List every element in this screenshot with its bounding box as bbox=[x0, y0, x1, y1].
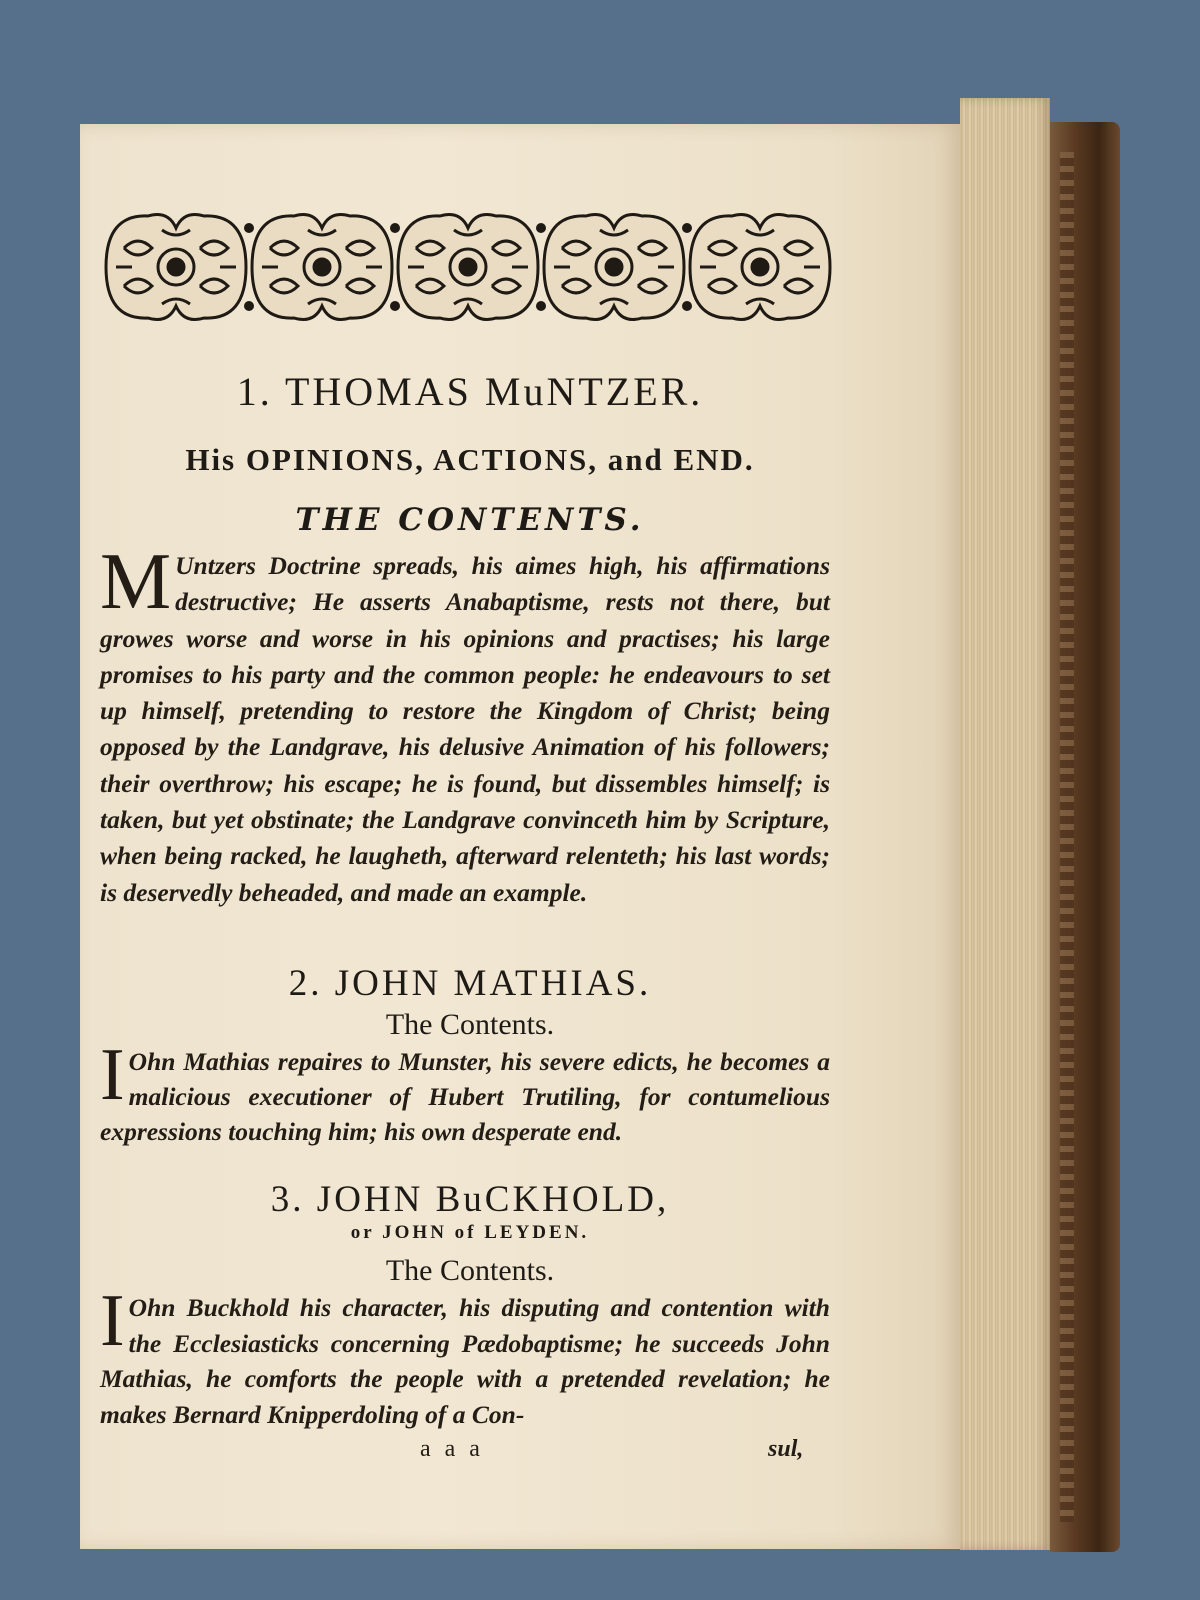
page-edges bbox=[960, 98, 1050, 1550]
section-1-heading: 1. THOMAS MuNTZER. bbox=[236, 369, 704, 414]
catchword: sul, bbox=[768, 1436, 804, 1462]
section-2-body: Ohn Mathias repaires to Munster, his severe edicts, he becomes a malicious executioner of Hubert Trutiling, for contumelious expressions touching him; his own desperate end. bbox=[100, 1047, 830, 1146]
section-3-contents-text bbox=[100, 1280, 830, 1432]
section-2-contents-title: The Contents. bbox=[385, 1008, 555, 1041]
section-3-subheading: or JOHN of LEYDEN. bbox=[350, 1222, 590, 1243]
section-1-contents-title: THE CONTENTS. bbox=[295, 502, 645, 538]
drop-cap: M bbox=[100, 538, 172, 626]
drop-cap: I bbox=[100, 1034, 125, 1116]
section-2-contents-text bbox=[100, 1034, 830, 1149]
drop-cap: I bbox=[100, 1280, 125, 1362]
section-2-heading: 2. JOHN MATHIAS. bbox=[288, 963, 652, 1004]
signature-mark: a a a bbox=[420, 1436, 484, 1462]
section-3-body: Ohn Buckhold his character, his disputing and contention with the Ecclesiasticks concerning Pædobaptisme; he succeeds John Mathias, he comforts the people with a pretended revelation; he makes Bernard Knipperdoling of a Con- bbox=[100, 1293, 830, 1429]
book-cover-edge bbox=[1050, 122, 1120, 1552]
section-3-contents-title: The Contents. bbox=[385, 1254, 555, 1287]
section-1-subheading: His OPINIONS, ACTIONS, and END. bbox=[185, 442, 755, 477]
section-1-body: Untzers Doctrine spreads, his aimes high, his affirmations destructive; He asserts Anabaptisme, rests not there, but growes worse and worse in his opinions and practises; his large promises to his party and the common people: he endeavours to set up himself, pretending to restore the Kingdom of Christ; being opposed by the Landgrave, his delusive Animation of his followers; their overthrow; his escape; he is found, but dissembles himself; is taken, but yet obstinate; the Landgrave convinceth him by Scripture, when being racked, he laugheth, afterward relenteth; his last words; is deservedly beheaded, and made an example. bbox=[100, 551, 830, 907]
section-3-heading: 3. JOHN BuCKHOLD, bbox=[270, 1179, 670, 1220]
section-1-contents-text bbox=[100, 538, 830, 911]
text-column bbox=[100, 0, 840, 1462]
